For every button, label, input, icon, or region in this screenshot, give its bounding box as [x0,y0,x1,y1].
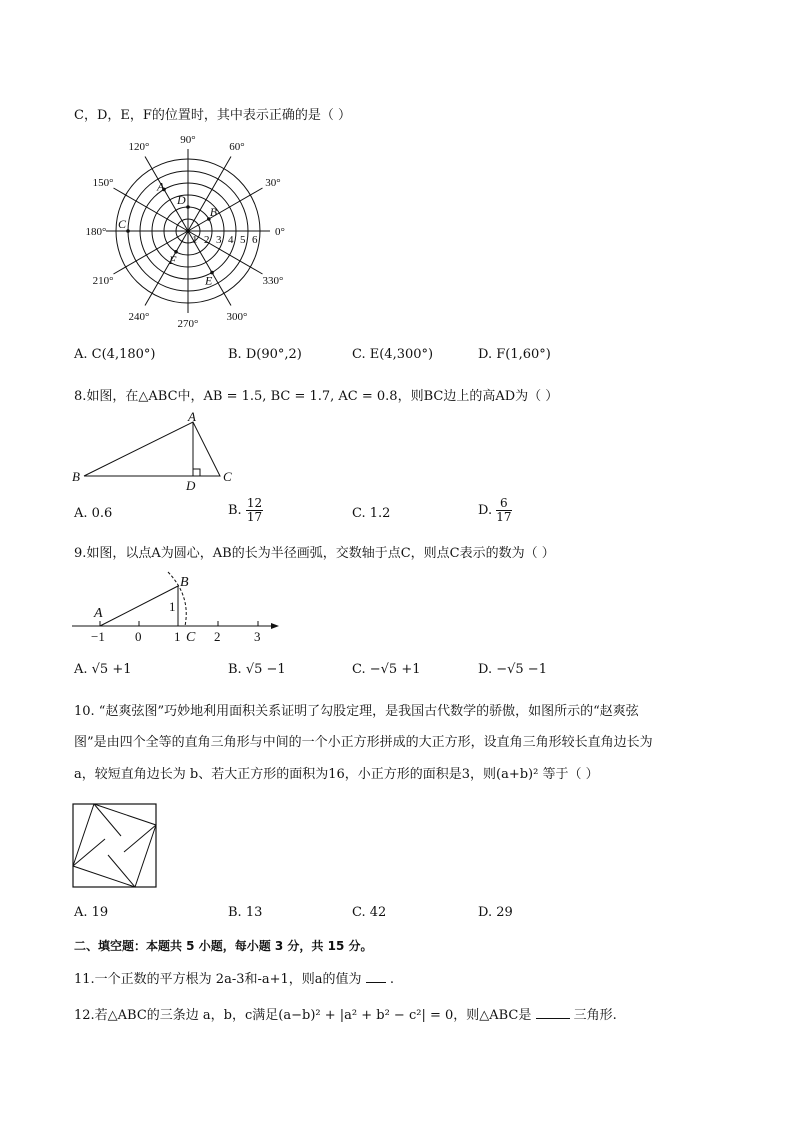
q8-option-b[interactable] [228,497,263,524]
q7-stem-tail: C，D，E，F的位置时，其中表示正确的是（ ） [74,108,352,123]
q8-option-a[interactable]: A. 0.6 [74,506,113,521]
polar-point-label-b: B [209,205,218,219]
q9-tick-label-2: 1 [174,629,181,644]
polar-radius-label-3: 3 [216,234,222,246]
polar-angle-label-90: 90° [180,134,196,146]
polar-angle-label-120: 120° [128,141,150,154]
q9-option-b[interactable]: B. √5 −1 [228,662,286,677]
q9-tick-label-0: −1 [91,629,105,644]
q10-option-b[interactable]: B. 13 [228,905,263,920]
q12-stem-end: 三角形. [573,1008,617,1023]
q12-stem [74,1004,617,1023]
polar-angle-label-210: 210° [92,275,114,287]
q9-option-a[interactable]: A. √5 +1 [74,662,132,677]
q9-stem: 9.如图，以点A为圆心，AB的长为半径画弧，交数轴于点C，则点C表示的数为（ ） [74,546,555,561]
q10-option-c[interactable]: C. 42 [352,905,387,920]
q10-option-a[interactable]: A. 19 [74,905,109,920]
polar-point-d [186,205,190,209]
polar-angle-label-330: 330° [262,275,284,287]
q11-stem-text: 11.一个正数的平方根为 2a-3和-a+1，则a的值为 [74,972,362,987]
q8-label-c: C [223,469,232,484]
polar-angle-label-60: 60° [229,141,245,154]
q8-option-d[interactable] [478,497,512,524]
q9-option-d[interactable]: D. −√5 −1 [478,662,547,677]
polar-angle-label-180: 180° [85,226,107,238]
q10-option-d[interactable]: D. 29 [478,905,513,920]
q11-stem [74,968,394,987]
q11-answer-blank[interactable] [366,972,386,983]
q8-option-d-label: D. [478,503,493,518]
q11-stem-end: . [389,972,394,987]
q9-label-c: C [186,630,196,645]
q10-stem-line1: 10. “赵爽弦图”巧妙地利用面积关系证明了勾股定理，是我国古代数学的骄傲，如图所示的“赵爽弦 [74,704,639,719]
q9-number-line-figure [70,568,285,646]
polar-point-c [126,229,130,233]
q9-tick-label-3: 2 [214,629,221,644]
polar-radius-label-6: 6 [252,234,258,246]
q8-label-b: B [72,469,80,484]
q10-stem-line2: 图”是由四个全等的直角三角形与中间的一个小正方形拼成的大正方形，设直角三角形较长直角边长为 [74,735,653,750]
polar-radius-label-2: 2 [204,234,210,246]
q12-stem-text: 12.若△ABC的三条边 a，b，c满足(a−b)² + |a² + b² − c²| = 0，则△ABC是 [74,1008,532,1023]
q9-tick-label-4: 3 [254,629,261,644]
polar-angle-label-240: 240° [128,310,150,323]
q10-zhao-shuang-figure [72,803,158,889]
q9-tick-label-1: 0 [135,629,142,644]
section2-title: 二、填空题：本题共 5 小题，每小题 3 分，共 15 分。 [74,939,373,953]
polar-radius-label-4: 4 [228,234,234,246]
polar-radius-label-5: 5 [240,234,246,246]
q8-option-b-label: B. [228,503,242,518]
polar-point-label-f: F [169,252,177,267]
polar-radius-label-1: 1 [192,234,198,246]
polar-angle-label-30: 30° [265,177,281,189]
polar-angle-label-300: 300° [226,310,248,323]
q7-polar-figure [70,128,300,333]
q9-label-a: A [94,606,103,621]
polar-point-label-d: D [177,193,186,207]
q9-option-c[interactable]: C. −√5 +1 [352,662,421,677]
q7-option-c[interactable]: C. E(4,300°) [352,347,434,362]
q10-stem-line3: a，较短直角边长为 b、若大正方形的面积为16，小正方形的面积是3，则(a+b)² 等于（ ） [74,767,599,782]
q8-stem: 8.如图，在△ABC中，AB = 1.5, BC = 1.7, AC = 0.8，则BC边上的高AD为（ ） [74,389,559,404]
q9-segment-label: 1 [169,599,176,614]
polar-angle-label-270: 270° [177,318,199,330]
q8-option-c[interactable]: C. 1.2 [352,506,391,521]
q12-answer-blank[interactable] [536,1008,570,1019]
q8-triangle-figure [70,408,250,494]
polar-angle-label-0: 0° [275,226,285,238]
q8-option-b-fraction: $\frac{12}{17}$ [246,496,263,524]
polar-point-label-a: A [157,179,165,194]
q9-label-b: B [180,575,189,590]
q8-option-d-fraction: $\frac{6}{17}$ [496,496,512,524]
polar-point-label-e: E [205,273,213,288]
polar-angle-label-150: 150° [92,177,114,189]
q8-label-a: A [188,409,196,424]
q7-option-a[interactable]: A. C(4,180°) [74,347,156,362]
q7-option-d[interactable]: D. F(1,60°) [478,347,551,362]
q7-option-b[interactable]: B. D(90°,2) [228,347,302,362]
q8-label-d: D [186,478,196,493]
polar-point-label-c: C [118,217,127,231]
